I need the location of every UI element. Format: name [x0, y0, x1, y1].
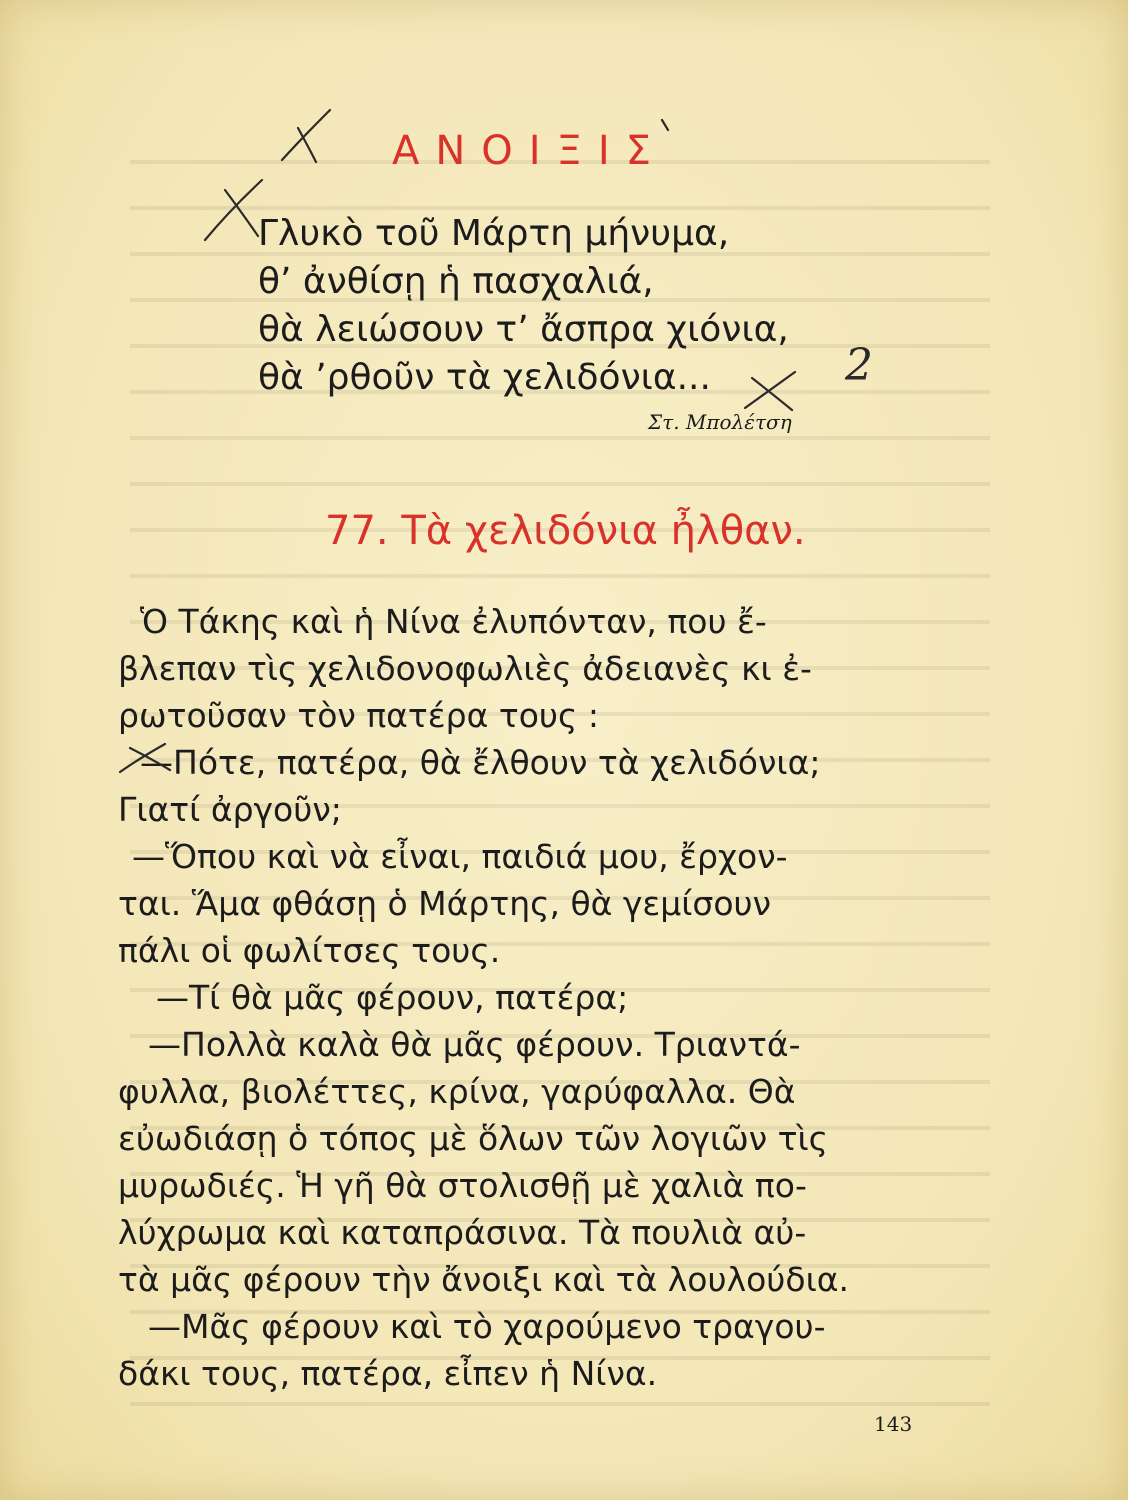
- text-line: βλεπαν τὶς χελιδονοφωλιὲς ἀδειανὲς κι ἐ-: [118, 649, 812, 688]
- poem-line: θὰ λειώσουν τ’ ἄσπρα χιόνια,: [258, 309, 789, 350]
- handwritten-number: 2: [845, 340, 873, 391]
- text-line: —Ὅπου καὶ νὰ εἶναι, παιδιά μου, ἔρχον-: [132, 837, 788, 876]
- lesson-body: [118, 598, 960, 1397]
- poem-attribution: Στ. Μπολέτση: [648, 410, 792, 434]
- text-line: μυρωδιές. Ἡ γῆ θὰ στολισθῇ μὲ χαλιὰ πο-: [118, 1166, 807, 1205]
- text-line: Γιατί ἀργοῦν;: [118, 790, 342, 829]
- text-line: Ὁ Τάκης καὶ ἡ Νίνα ἐλυπόνταν, που ἔ-: [140, 602, 767, 641]
- poem-line: θὰ ’ρθοῦν τὰ χελιδόνια...: [258, 357, 711, 398]
- poem-title: ΑΝΟΙΞΙΣ: [392, 128, 667, 174]
- text-line: ρωτοῦσαν τὸν πατέρα τους :: [118, 696, 599, 735]
- pencil-x-mark: [205, 180, 262, 240]
- text-line: τὰ μᾶς φέρουν τὴν ἄνοιξι καὶ τὰ λουλούδια.: [118, 1260, 849, 1299]
- pencil-x-mark: [225, 190, 258, 236]
- text-line: πάλι οἱ φωλίτσες τους.: [118, 931, 501, 970]
- text-line: δάκι τους, πατέρα, εἶπεν ἡ Νίνα.: [118, 1354, 658, 1393]
- text-line: —Πότε, πατέρα, θὰ ἔλθουν τὰ χελιδόνια;: [140, 743, 821, 782]
- text-line: —Μᾶς φέρουν καὶ τὸ χαρούμενο τραγου-: [148, 1307, 826, 1346]
- text-line: φυλλα, βιολέττες, κρίνα, γαρύφαλλα. Θὰ: [118, 1072, 796, 1111]
- pencil-x-mark: [282, 110, 330, 160]
- lesson-title: 77. Τὰ χελιδόνια ἦλθαν.: [325, 508, 806, 554]
- text-line: εὐωδιάσῃ ὁ τόπος μὲ ὅλων τῶν λογιῶν τὶς: [118, 1119, 829, 1158]
- pencil-x-mark: [298, 128, 316, 162]
- poem-line: Γλυκὸ τοῦ Μάρτη μήνυμα,: [258, 213, 730, 254]
- text-line: —Πολλὰ καλὰ θὰ μᾶς φέρουν. Τριαντά-: [148, 1025, 801, 1064]
- text-line: —Τί θὰ μᾶς φέρουν, πατέρα;: [156, 978, 629, 1017]
- text-line: ται. Ἅμα φθάσῃ ὁ Μάρτης, θὰ γεμίσουν: [118, 884, 772, 923]
- poem-line: θ’ ἀνθίσῃ ἡ πασχαλιά,: [258, 261, 654, 302]
- page-number: 143: [874, 1412, 913, 1436]
- text-line: λύχρωμα καὶ καταπράσινα. Τὰ πουλιὰ αὐ-: [118, 1213, 807, 1252]
- poem-stanza: [258, 210, 878, 402]
